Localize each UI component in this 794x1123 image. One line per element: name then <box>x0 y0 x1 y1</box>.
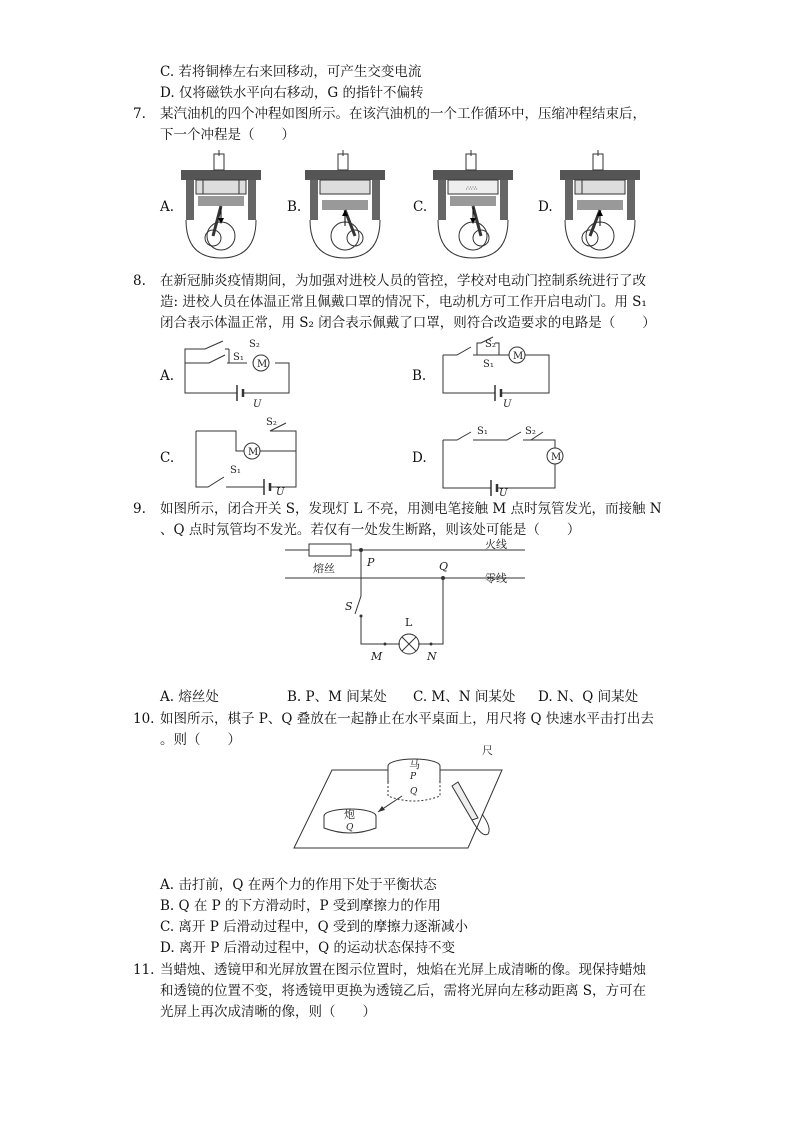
svg-text:S₁: S₁ <box>230 465 241 476</box>
q10-option-b: B. Q 在 P 的下方滑动时，P 受到摩擦力的作用 <box>160 898 441 914</box>
q10-option-a: A. 击打前，Q 在两个力的作用下处于平衡状态 <box>160 877 437 893</box>
svg-text:Q: Q <box>346 823 354 833</box>
svg-text:M: M <box>248 447 259 458</box>
q9-number: 9. <box>133 501 146 517</box>
household-circuit-diagram <box>285 540 525 665</box>
svg-text:马: 马 <box>409 758 420 771</box>
svg-text:S₁: S₁ <box>477 426 488 437</box>
svg-text:U: U <box>253 399 262 410</box>
q10-stem-line2: 。则（ ） <box>160 732 241 748</box>
neutral-wire-label: 零线 <box>485 572 507 585</box>
q11-stem-line1: 当蜡烛、透镜甲和光屏放置在图示位置时，烛焰在光屏上成清晰的像。现保持蜡烛 <box>160 962 646 978</box>
svg-text:Q: Q <box>410 787 418 797</box>
q8-stem-line3: 闭合表示体温正常，用 S₂ 闭合表示佩戴了口罩，则符合改造要求的电路是（ ） <box>160 315 656 331</box>
svg-text:Q: Q <box>439 560 449 573</box>
q7-stem-line2: 下一个冲程是（ ） <box>160 127 295 143</box>
circuit-d <box>437 420 567 499</box>
circuit-b <box>437 335 557 413</box>
q8-label-b: B. <box>412 368 427 384</box>
engine-diagram-a <box>181 150 261 260</box>
q10-option-d: D. 离开 P 后滑动过程中，Q 的运动状态保持不变 <box>160 940 455 956</box>
q10-option-c: C. 离开 P 后滑动过程中，Q 受到的摩擦力逐渐减小 <box>160 919 468 935</box>
q7-number: 7. <box>133 106 146 122</box>
svg-text:P: P <box>367 556 375 569</box>
q7-label-d: D. <box>538 199 553 215</box>
q8-number: 8. <box>133 273 146 289</box>
svg-text:M: M <box>551 452 562 463</box>
q8-label-a: A. <box>160 368 175 384</box>
svg-text:U: U <box>499 488 508 499</box>
q11-stem-line3: 光屏上再次成清晰的像，则（ ） <box>160 1004 376 1020</box>
svg-text:S₂: S₂ <box>525 426 536 437</box>
svg-text:S₁: S₁ <box>483 359 494 370</box>
svg-text:M: M <box>371 650 383 663</box>
svg-text:S: S <box>345 600 353 613</box>
fuse-label: 熔丝 <box>313 562 335 575</box>
q6-option-c: C. 若将铜棒左右来回移动，可产生交变电流 <box>160 64 422 80</box>
q11-stem-line2: 和透镜的位置不变，将透镜甲更换为透镜乙后，需将光屏向左移动距离 S，方可在 <box>160 983 647 999</box>
engine-diagram-d <box>560 150 640 260</box>
svg-text:P: P <box>410 772 417 782</box>
q10-number: 10. <box>133 711 155 727</box>
q7-label-b: B. <box>287 199 302 215</box>
svg-text:S₁: S₁ <box>233 352 244 363</box>
circuit-a-motor-label: M <box>257 359 268 370</box>
q9-stem-line2: 、Q 点时氖管均不发光。若仅有一处发生断路，则该处可能是（ ） <box>160 522 581 538</box>
chess-pieces-diagram <box>292 744 507 853</box>
svg-text:尺: 尺 <box>482 744 493 757</box>
q7-label-c: C. <box>413 199 428 215</box>
svg-text:炮: 炮 <box>344 808 355 821</box>
svg-text:S₂: S₂ <box>249 339 260 350</box>
svg-text:∴∵∴: ∴∵∴ <box>466 185 478 192</box>
q8-stem-line2: 造: 进校人员在体温正常且佩戴口罩的情况下，电动机方可工作开启电动门。用 S₁ <box>160 294 647 310</box>
circuit-c <box>196 415 316 498</box>
svg-text:N: N <box>427 650 437 663</box>
q11-number: 11. <box>133 962 155 978</box>
engine-diagram-b <box>305 150 385 260</box>
q8-label-c: C. <box>160 450 175 466</box>
engine-diagram-c <box>433 150 513 260</box>
q9-option-b: B. P、M 间某处 <box>287 689 387 705</box>
q6-option-d: D. 仅将磁铁水平向右移动，G 的指针不偏转 <box>160 85 424 101</box>
q7-label-a: A. <box>160 199 175 215</box>
q9-option-d: D. N、Q 间某处 <box>538 689 639 705</box>
q8-stem-line1: 在新冠肺炎疫情期间，为加强对进校人员的管控，学校对电动门控制系统进行了改 <box>160 273 646 289</box>
live-wire-label: 火线 <box>485 538 507 551</box>
q9-option-c: C. M、N 间某处 <box>413 689 516 705</box>
q9-option-a: A. 熔丝处 <box>160 689 219 705</box>
svg-text:L: L <box>405 616 413 629</box>
svg-text:S₂: S₂ <box>485 339 496 350</box>
svg-text:U: U <box>276 487 285 498</box>
svg-text:U: U <box>503 399 512 410</box>
q10-stem-line1: 如图所示，棋子 P、Q 叠放在一起静止在水平桌面上，用尺将 Q 快速水平击打出去 <box>160 711 654 727</box>
circuit-a <box>185 335 305 413</box>
svg-text:M: M <box>513 351 524 362</box>
q7-stem-line1: 某汽油机的四个冲程如图所示。在该汽油机的一个工作循环中，压缩冲程结束后， <box>160 106 646 122</box>
svg-text:S₂: S₂ <box>266 417 277 428</box>
q8-label-d: D. <box>412 450 427 466</box>
q9-stem-line1: 如图所示，闭合开关 S，发现灯 L 不亮，用测电笔接触 M 点时氖管发光，而接触 N <box>160 501 662 517</box>
